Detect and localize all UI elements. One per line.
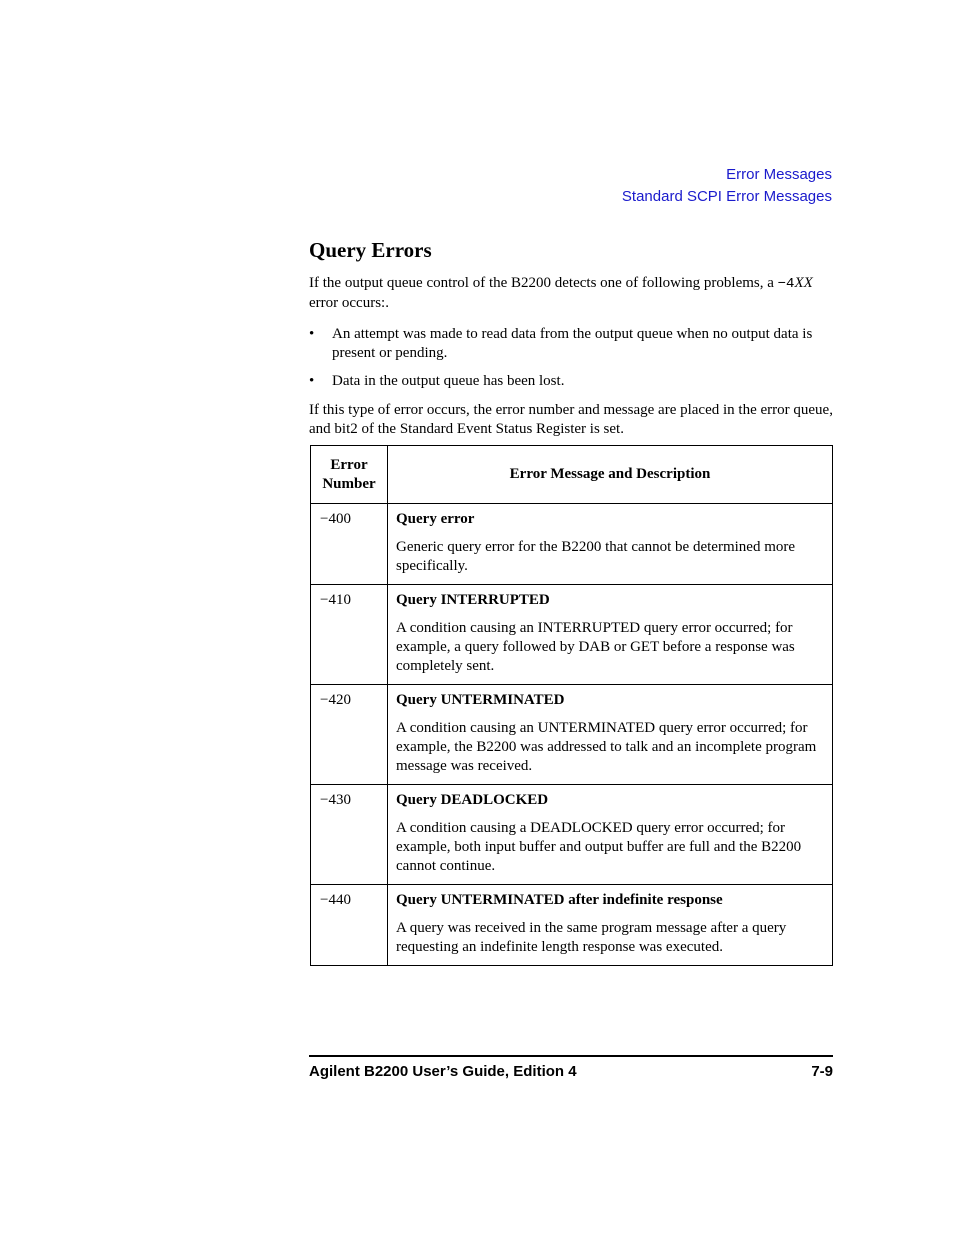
breadcrumb-link-error-messages[interactable]: Error Messages <box>726 166 832 183</box>
error-message-cell <box>388 504 833 585</box>
list-item-text: Data in the output queue has been lost. <box>332 373 565 389</box>
error-number: −420 <box>311 685 388 785</box>
problem-list <box>309 325 833 391</box>
header-breadcrumb <box>622 164 832 208</box>
outro-paragraph: If this type of error occurs, the error number and message are placed in the error queue, and bit2 of the Standard Event Status Register is set. <box>309 402 833 437</box>
error-title: Query DEADLOCKED <box>396 792 549 808</box>
column-header-error-message: Error Message and Description <box>388 446 833 504</box>
table-row <box>311 585 833 685</box>
error-code-prefix: −4 <box>777 276 795 292</box>
footer-divider <box>309 1055 833 1057</box>
error-description: Generic query error for the B2200 that cannot be determined more specifically. <box>396 539 796 574</box>
error-message-cell <box>388 885 833 966</box>
table-row <box>311 785 833 885</box>
bullet-icon: • <box>309 373 315 389</box>
page-footer <box>309 1063 833 1080</box>
table-row <box>311 504 833 585</box>
bullet-icon: • <box>309 326 315 342</box>
section-title: Query Errors <box>309 238 432 262</box>
error-message-cell <box>388 585 833 685</box>
error-description: A query was received in the same program message after a query requesting an indefinite length response was executed. <box>396 920 787 955</box>
footer-guide-title: Agilent B2200 User’s Guide, Edition 4 <box>309 1063 577 1080</box>
list-item <box>309 325 833 363</box>
error-description: A condition causing a DEADLOCKED query error occurred; for example, both input buffer and output buffer are full and the B2200 cannot continue. <box>396 820 802 874</box>
error-message-cell <box>388 785 833 885</box>
column-header-error-number: Error Number <box>311 446 388 504</box>
error-code-suffix: XX <box>794 275 813 291</box>
breadcrumb-link-standard-scpi-error-messages[interactable]: Standard SCPI Error Messages <box>621 188 832 205</box>
error-title: Query UNTERMINATED <box>396 692 565 708</box>
error-title: Query INTERRUPTED <box>396 592 550 608</box>
error-message-cell <box>388 685 833 785</box>
intro-suffix: error occurs:. <box>309 295 389 311</box>
list-item-text: An attempt was made to read data from the output queue when no output data is present or pending. <box>332 326 813 361</box>
error-number: −440 <box>311 885 388 966</box>
list-item <box>309 372 833 391</box>
error-number: −430 <box>311 785 388 885</box>
intro-text: If the output queue control of the B2200 detects one of following problems, a <box>309 275 778 291</box>
main-content <box>309 236 833 451</box>
table-row <box>311 885 833 966</box>
error-title: Query error <box>396 511 475 527</box>
footer-page-number: 7-9 <box>811 1063 833 1080</box>
error-number: −400 <box>311 504 388 585</box>
error-number: −410 <box>311 585 388 685</box>
error-description: A condition causing an INTERRUPTED query error occurred; for example, a query followed by DAB or GET before a response was completely sent. <box>396 620 795 674</box>
error-table <box>310 445 833 966</box>
error-title: Query UNTERMINATED after indefinite response <box>396 892 723 908</box>
table-header-row <box>311 446 833 504</box>
table-row <box>311 685 833 785</box>
error-description: A condition causing an UNTERMINATED query error occurred; for example, the B2200 was addressed to talk and an incomplete program message was received. <box>396 720 817 774</box>
intro-paragraph <box>309 274 833 313</box>
